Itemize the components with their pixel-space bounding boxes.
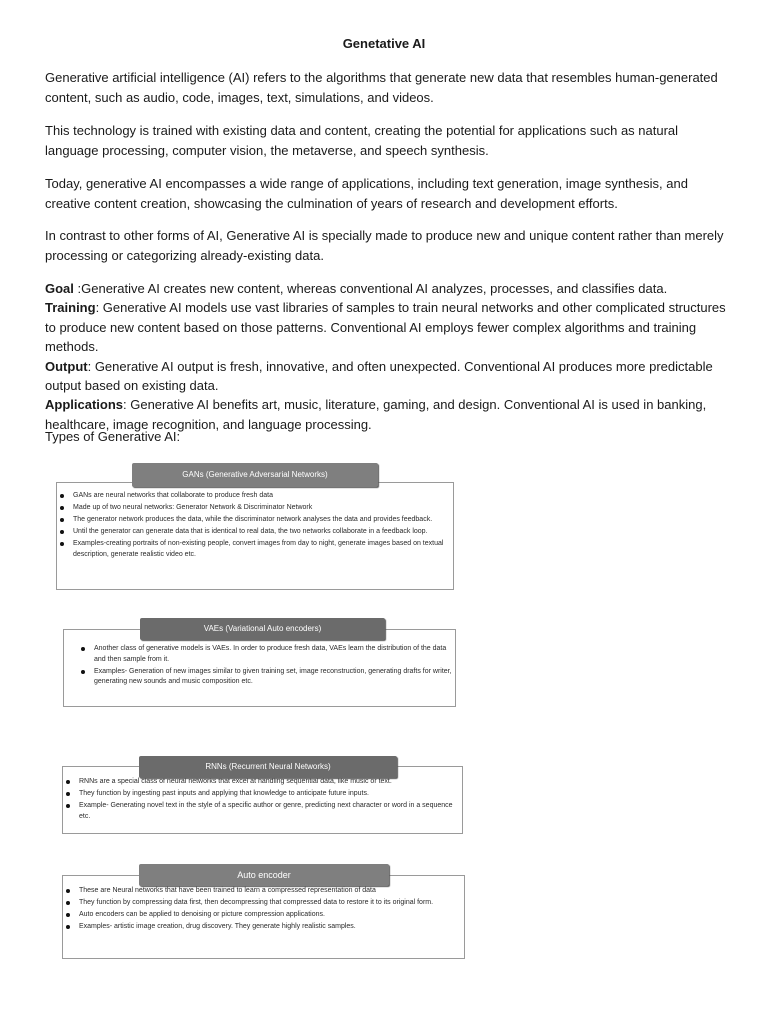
definition-training: Training: Generative AI models use vast libraries of samples to train neural networks and other complicated structures to produce new content based on those patterns. Conventional AI employs fewer complex algorithms and training methods. bbox=[45, 300, 726, 355]
gans-box bbox=[56, 482, 454, 590]
list-item: RNNs are a special class of neural networks that excel at handling sequential data, like music or text. bbox=[63, 777, 462, 788]
bullet-icon bbox=[60, 506, 64, 510]
bullet-icon bbox=[66, 889, 70, 893]
types-heading: Types of Generative AI: bbox=[45, 429, 181, 444]
page-title: Genetative AI bbox=[342, 36, 426, 51]
auto-encoder-header: Auto encoder bbox=[139, 864, 389, 886]
intro-paragraph: Generative artificial intelligence (AI) refers to the algorithms that generate new data that resembles human-generated content, such as audio, code, images, text, simulations, and videos. bbox=[45, 70, 718, 105]
gans-header: GANs (Generative Adversarial Networks) bbox=[132, 463, 378, 487]
bullet-icon bbox=[60, 530, 64, 534]
bullet-icon bbox=[81, 670, 85, 674]
list-item: Examples- Generation of new images similar to given training set, image reconstruction, generating drafts for writer, generating new sounds and music composition etc. bbox=[78, 667, 455, 688]
bullet-icon bbox=[66, 901, 70, 905]
list-item: Made up of two neural networks: Generator Network & Discriminator Network bbox=[57, 503, 453, 514]
bullet-icon bbox=[60, 542, 64, 546]
list-item: Examples-creating portraits of non-existing people, convert images from day to night, generate images based on textual description, generate realistic video etc. bbox=[57, 539, 453, 560]
auto-encoder-box bbox=[62, 875, 465, 959]
contrast-paragraph: In contrast to other forms of AI, Generative AI is specially made to produce new and unique content rather than merely processing or categorizing already-existing data. bbox=[45, 228, 724, 263]
bullet-icon bbox=[66, 780, 70, 784]
definition-output: Output: Generative AI output is fresh, innovative, and often unexpected. Conventional AI produces more predictable output based on existing data. bbox=[45, 358, 713, 394]
list-item: They function by ingesting past inputs and applying that knowledge to anticipate future inputs. bbox=[63, 789, 462, 800]
bullet-icon bbox=[66, 792, 70, 796]
list-item: The generator network produces the data, while the discriminator network analyses the data and provides feedback. bbox=[57, 515, 453, 526]
list-item: These are Neural networks that have been trained to learn a compressed representation of data bbox=[63, 886, 464, 897]
bullet-icon bbox=[60, 494, 64, 498]
definitions-block bbox=[45, 279, 735, 434]
rnns-header: RNNs (Recurrent Neural Networks) bbox=[139, 756, 397, 778]
bullet-icon bbox=[66, 913, 70, 917]
list-item: Auto encoders can be applied to denoising or picture compression applications. bbox=[63, 910, 464, 921]
list-item: GANs are neural networks that collaborate to produce fresh data bbox=[57, 491, 453, 502]
bullet-icon bbox=[81, 647, 85, 651]
vaes-box bbox=[63, 629, 456, 707]
definition-applications: Applications: Generative AI benefits art, music, literature, gaming, and design. Conventional AI is used in banking, healthcare, image recognition, and language processing. bbox=[45, 397, 707, 432]
bullet-icon bbox=[66, 804, 70, 808]
bullet-icon bbox=[66, 925, 70, 929]
applications-paragraph: Today, generative AI encompasses a wide range of applications, including text generation, image synthesis, and creative content creation, showcasing the culmination of years of research and development efforts. bbox=[45, 176, 688, 211]
gans-list bbox=[57, 483, 453, 560]
definition-goal: Goal :Generative AI creates new content, whereas conventional AI analyzes, processes, and classifies data. bbox=[45, 281, 668, 296]
list-item: Until the generator can generate data that is identical to real data, the two networks collaborate in a feedback loop. bbox=[57, 527, 453, 538]
list-item: They function by compressing data first, then decompressing that compressed data to restore it to its original form. bbox=[63, 898, 464, 909]
bullet-icon bbox=[60, 518, 64, 522]
list-item: Examples- artistic image creation, drug discovery. They generate highly realistic samples. bbox=[63, 922, 464, 933]
list-item: Example- Generating novel text in the style of a specific author or genre, predicting next character or word in a sequence etc. bbox=[63, 801, 462, 822]
vaes-header: VAEs (Variational Auto encoders) bbox=[140, 618, 385, 640]
list-item: Another class of generative models is VAEs. In order to produce fresh data, VAEs learn the distribution of the data and then sample from it. bbox=[78, 644, 455, 665]
training-paragraph: This technology is trained with existing data and content, creating the potential for applications such as natural language processing, computer vision, the metaverse, and speech synthesis. bbox=[45, 123, 679, 158]
